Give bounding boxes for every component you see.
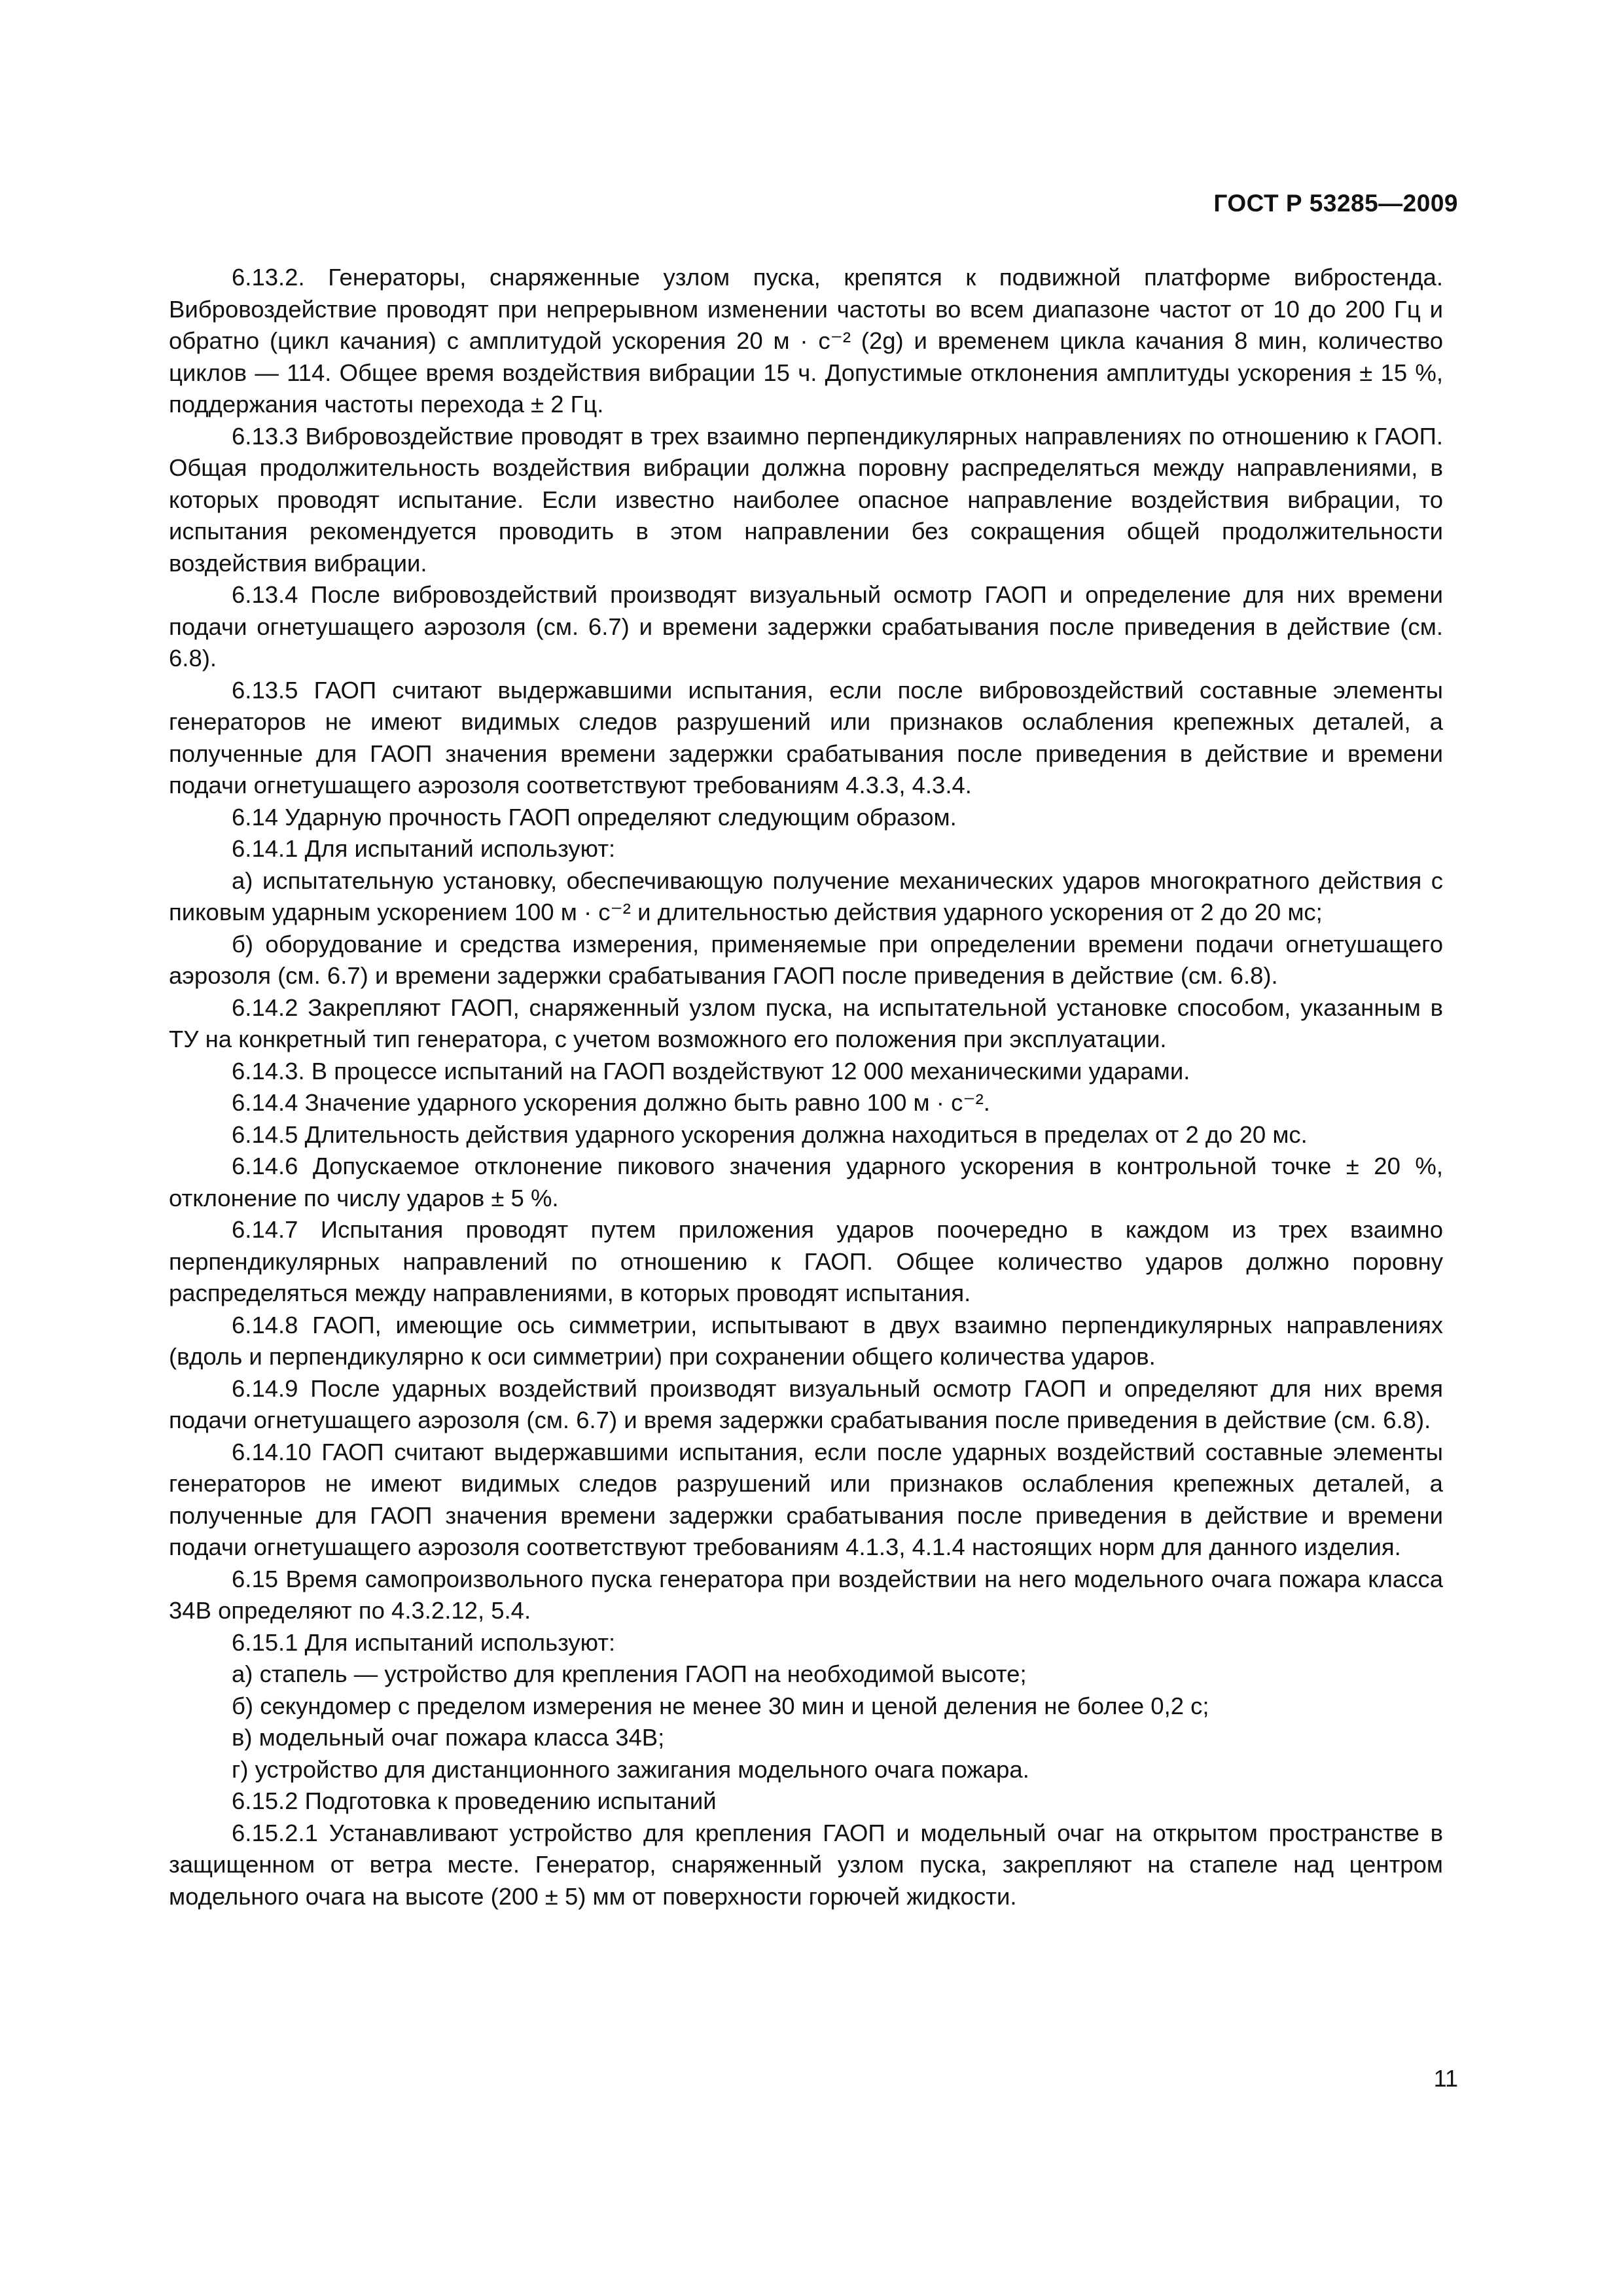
paragraph: 6.13.3 Вибровоздействие проводят в трех взаимно перпендикулярных направлениях по отношению к ГАОП. Общая продолжительность воздействия вибрации должна поровну распределяться между направлениями, в которых проводят испытание. Если известно наиболее опасное направление воздействия вибрации, то испытания рекомендуется проводить в этом направлении без сокращения общей продолжительности воздействия вибрации.: [169, 422, 1443, 577]
paragraph: 6.14.7 Испытания проводят путем приложения ударов поочередно в каждом из трех взаимно перпендикулярных направлений по отношению к ГАОП. Общее количество ударов должно поровну распределяться между направлениями, в которых проводят испытания.: [169, 1216, 1443, 1306]
list-item: б) оборудование и средства измерения, применяемые при определении времени подачи огнетушащего аэрозоля (см. 6.7) и времени задержки срабатывания ГАОП после приведения в действие (см. 6.8).: [169, 930, 1443, 989]
list-item: в) модельный очаг пожара класса 34В;: [232, 1724, 665, 1751]
paragraph: 6.14.2 Закрепляют ГАОП, снаряженный узлом пуска, на испытательной установке способом, указанным в ТУ на конкретный тип генератора, с учетом возможного его положения при эксплуатации.: [169, 994, 1443, 1052]
paragraph: 6.14.5 Длительность действия ударного ускорения должна находиться в пределах от 2 до 20 мс.: [232, 1121, 1308, 1148]
paragraph: 6.14.9 После ударных воздействий производят визуальный осмотр ГАОП и определяют для них время подачи огнетушащего аэрозоля (см. 6.7) и время задержки срабатывания после приведения в действие (см. 6.8).: [169, 1374, 1443, 1433]
document-header: ГОСТ Р 53285—2009: [1213, 190, 1458, 217]
paragraph: 6.14.3. В процессе испытаний на ГАОП воздействуют 12 000 механическими ударами.: [232, 1057, 1190, 1085]
paragraph: 6.15.1 Для испытаний используют:: [232, 1628, 616, 1656]
paragraph: 6.15.2.1 Устанавливают устройство для крепления ГАОП и модельный очаг на открытом пространстве в защищенном от ветра месте. Генератор, снаряженный узлом пуска, закрепляют на стапеле над центром модельного очага на высоте (200 ± 5) мм от поверхности горючей жидкости.: [169, 1819, 1443, 1910]
paragraph: 6.15 Время самопроизвольного пуска генератора при воздействии на него модельного очага пожара класса 34В определяют по 4.3.2.12, 5.4.: [169, 1565, 1443, 1624]
paragraph: 6.15.2 Подготовка к проведению испытаний: [232, 1787, 717, 1814]
paragraph: 6.14.8 ГАОП, имеющие ось симметрии, испытывают в двух взаимно перпендикулярных направлениях (вдоль и перпендикулярно к оси симметрии) при сохранении общего количества ударов.: [169, 1311, 1443, 1370]
document-body: [169, 262, 1443, 1912]
paragraph: 6.14 Ударную прочность ГАОП определяют следующим образом.: [232, 803, 957, 831]
paragraph: 6.14.4 Значение ударного ускорения должно быть равно 100 м · с⁻².: [232, 1089, 990, 1116]
paragraph: 6.13.4 После вибровоздействий производят визуальный осмотр ГАОП и определение для них времени подачи огнетушащего аэрозоля (см. 6.7) и времени задержки срабатывания после приведения в действие (см. 6.8).: [169, 581, 1443, 672]
list-item: а) испытательную установку, обеспечивающую получение механических ударов многократного действия с пиковым ударным ускорением 100 м · с⁻² и длительностью действия ударного ускорения от 2 до 20 мс;: [169, 867, 1443, 925]
page-number: 11: [1433, 2065, 1458, 2092]
paragraph: 6.13.2. Генераторы, снаряженные узлом пуска, крепятся к подвижной платформе вибростенда. Вибровоздействие проводят при непрерывном изменении частоты во всем диапазоне частот от 10 до 200 Гц и обратно (цикл качания) с амплитудой ускорения 20 м · с⁻² (2g) и временем цикла качания 8 мин, количество циклов — 114. Общее время воздействия вибрации 15 ч. Допустимые отклонения амплитуды ускорения ± 15 %, поддержания частоты перехода ± 2 Гц.: [169, 264, 1443, 418]
paragraph: 6.14.10 ГАОП считают выдержавшими испытания, если после ударных воздействий составные элементы генераторов не имеют видимых следов разрушений или признаков ослабления крепежных деталей, а полученные для ГАОП значения времени задержки срабатывания после приведения в действие и времени подачи огнетушащего аэрозоля соответствуют требованиям 4.1.3, 4.1.4 настоящих норм для данного изделия.: [169, 1438, 1443, 1560]
list-item: б) секундомер с пределом измерения не менее 30 мин и ценой деления не более 0,2 с;: [232, 1692, 1209, 1719]
list-item: а) стапель — устройство для крепления ГАОП на необходимой высоте;: [232, 1660, 1027, 1687]
paragraph: 6.14.1 Для испытаний используют:: [232, 835, 616, 862]
list-item: г) устройство для дистанционного зажигания модельного очага пожара.: [232, 1755, 1029, 1783]
paragraph: 6.14.6 Допускаемое отклонение пикового значения ударного ускорения в контрольной точке ± 20 %, отклонение по числу ударов ± 5 %.: [169, 1153, 1443, 1211]
paragraph: 6.13.5 ГАОП считают выдержавшими испытания, если после вибровоздействий составные элементы генераторов не имеют видимых следов разрушений или признаков ослабления крепежных деталей, а полученные для ГАОП значения времени задержки срабатывания после приведения в действие и времени подачи огнетушащего аэрозоля соответствуют требованиям 4.3.3, 4.3.4.: [169, 676, 1443, 798]
